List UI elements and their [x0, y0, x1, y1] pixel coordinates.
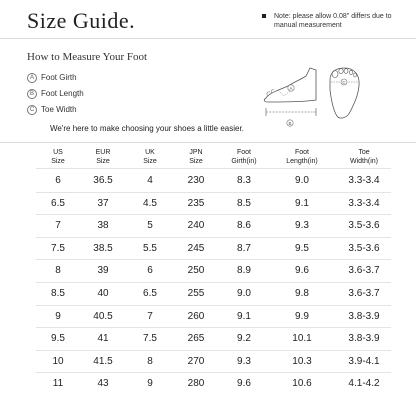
table-cell: 43 [97, 378, 109, 390]
table-cell: 9.1 [295, 197, 309, 209]
row-divider [36, 192, 391, 193]
table-cell: 4.1-4.2 [348, 378, 380, 390]
column-header-line: Size [189, 158, 203, 165]
table-cell: 6 [147, 265, 153, 277]
table-cell: 37 [97, 197, 109, 209]
table-cell: 7 [147, 310, 153, 322]
table-cell: 38 [97, 220, 109, 232]
row-divider [36, 305, 391, 306]
column-header-line: UK [145, 149, 155, 156]
table-cell: 9.3 [237, 355, 251, 367]
table-cell: 8.5 [237, 197, 251, 209]
row-divider [36, 350, 391, 351]
table-cell: 9.8 [295, 288, 309, 299]
legend-label: Toe Width [41, 105, 77, 115]
row-divider [36, 237, 391, 238]
page-title: Size Guide. [27, 8, 136, 33]
column-header [334, 148, 394, 166]
table-cell: 8.6 [237, 220, 251, 232]
table-cell: 10.6 [292, 378, 312, 390]
table-cell: 11 [52, 378, 64, 390]
table-cell: 6.5 [51, 197, 65, 209]
legend-item-toe-width [27, 105, 77, 115]
table-cell: 9.1 [237, 310, 251, 322]
diagram-label-a: A [289, 86, 293, 91]
table-cell: 3.3-3.4 [348, 175, 380, 186]
table-cell: 5.5 [143, 242, 157, 254]
table-top-divider [0, 142, 416, 143]
table-cell: 3.5-3.6 [348, 220, 380, 232]
column-header-line: Size [51, 158, 65, 165]
table-cell: 230 [187, 175, 205, 186]
table-cell: 3.8-3.9 [348, 333, 380, 345]
table-cell: 270 [187, 355, 205, 367]
table-cell: 240 [187, 220, 205, 232]
table-cell: 10.3 [292, 355, 312, 367]
table-cell: 9.6 [295, 265, 309, 277]
legend-label: Foot Length [41, 89, 84, 99]
table-cell: 3.9-4.1 [348, 355, 380, 367]
table-cell: 38.5 [93, 242, 113, 254]
letter-b-icon: B [27, 89, 37, 99]
foot-measure-diagram-icon [260, 62, 370, 132]
column-header-line: Size [143, 158, 157, 165]
table-cell: 8.9 [237, 265, 251, 277]
column-header [272, 148, 332, 166]
column-header-line: Foot [294, 149, 309, 156]
column-header-line: Length(in) [286, 158, 318, 165]
letter-c-icon: C [27, 105, 37, 115]
table-cell: 9.5 [51, 333, 65, 345]
table-cell: 9 [147, 378, 153, 390]
row-divider [36, 372, 391, 373]
table-cell: 6.5 [143, 288, 157, 299]
column-header-line: US [53, 149, 63, 156]
table-cell: 9.3 [295, 220, 309, 232]
table-cell: 6 [55, 175, 61, 186]
column-header [214, 148, 274, 166]
row-divider [36, 259, 391, 260]
table-cell: 260 [187, 310, 205, 322]
table-cell: 9.5 [295, 242, 309, 254]
row-divider [36, 214, 391, 215]
column-header-line: Foot [236, 149, 251, 156]
column-header-line: Size [96, 158, 110, 165]
row-divider [36, 282, 391, 283]
table-cell: 5 [147, 220, 153, 232]
table-cell: 36.5 [93, 175, 113, 186]
table-cell: 41 [97, 333, 109, 345]
row-divider [36, 327, 391, 328]
measurement-note [262, 12, 414, 30]
table-cell: 9 [55, 310, 61, 322]
table-cell: 235 [187, 197, 205, 209]
table-cell: 3.8-3.9 [348, 310, 380, 322]
letter-a-icon: A [27, 73, 37, 83]
table-cell: 3.3-3.4 [348, 197, 380, 209]
table-cell: 8.3 [237, 175, 251, 186]
table-cell: 8.7 [237, 242, 251, 254]
table-cell: 245 [187, 242, 205, 254]
table-cell: 4 [147, 175, 153, 186]
table-cell: 7 [55, 220, 61, 232]
table-cell: 8 [55, 265, 61, 277]
tagline: We're here to make choosing your shoes a little easier. [50, 124, 244, 133]
table-cell: 3.6-3.7 [348, 288, 380, 299]
table-cell: 7.5 [143, 333, 157, 345]
legend-item-foot-length [27, 89, 84, 99]
table-cell: 7.5 [51, 242, 65, 254]
table-cell: 8 [147, 355, 153, 367]
table-cell: 40.5 [93, 310, 113, 322]
table-cell: 9.6 [237, 378, 251, 390]
table-cell: 39 [97, 265, 109, 277]
legend-label: Foot Girth [41, 73, 77, 83]
table-cell: 265 [187, 333, 205, 345]
table-cell: 280 [187, 378, 205, 390]
diagram-label-b: B [288, 121, 292, 126]
table-cell: 10.1 [292, 333, 312, 345]
note-text: Note: please allow 0.08" differs due to manual measurement [274, 13, 392, 29]
table-cell: 40 [97, 288, 109, 299]
section-title: How to Measure Your Foot [27, 51, 148, 63]
table-cell: 3.5-3.6 [348, 242, 380, 254]
table-cell: 9.0 [295, 175, 309, 186]
table-cell: 10 [52, 355, 64, 367]
table-cell: 9.0 [237, 288, 251, 299]
column-header-line: EUR [95, 149, 111, 156]
table-cell: 255 [187, 288, 205, 299]
column-header-line: JPN [189, 149, 203, 156]
note-bullet [262, 14, 266, 18]
table-cell: 41.5 [93, 355, 113, 367]
table-cell: 8.5 [51, 288, 65, 299]
diagram-label-c: C [342, 80, 346, 85]
header-divider [36, 168, 391, 169]
table-cell: 3.6-3.7 [348, 265, 380, 277]
legend-item-foot-girth [27, 73, 77, 83]
table-cell: 250 [187, 265, 205, 277]
column-header-line: Toe [358, 149, 370, 156]
table-cell: 9.9 [295, 310, 309, 322]
table-cell: 9.2 [237, 333, 251, 345]
table-cell: 4.5 [143, 197, 157, 209]
top-divider [0, 38, 416, 39]
column-header-line: Girth(in) [231, 158, 257, 165]
column-header-line: Width(in) [349, 158, 378, 165]
